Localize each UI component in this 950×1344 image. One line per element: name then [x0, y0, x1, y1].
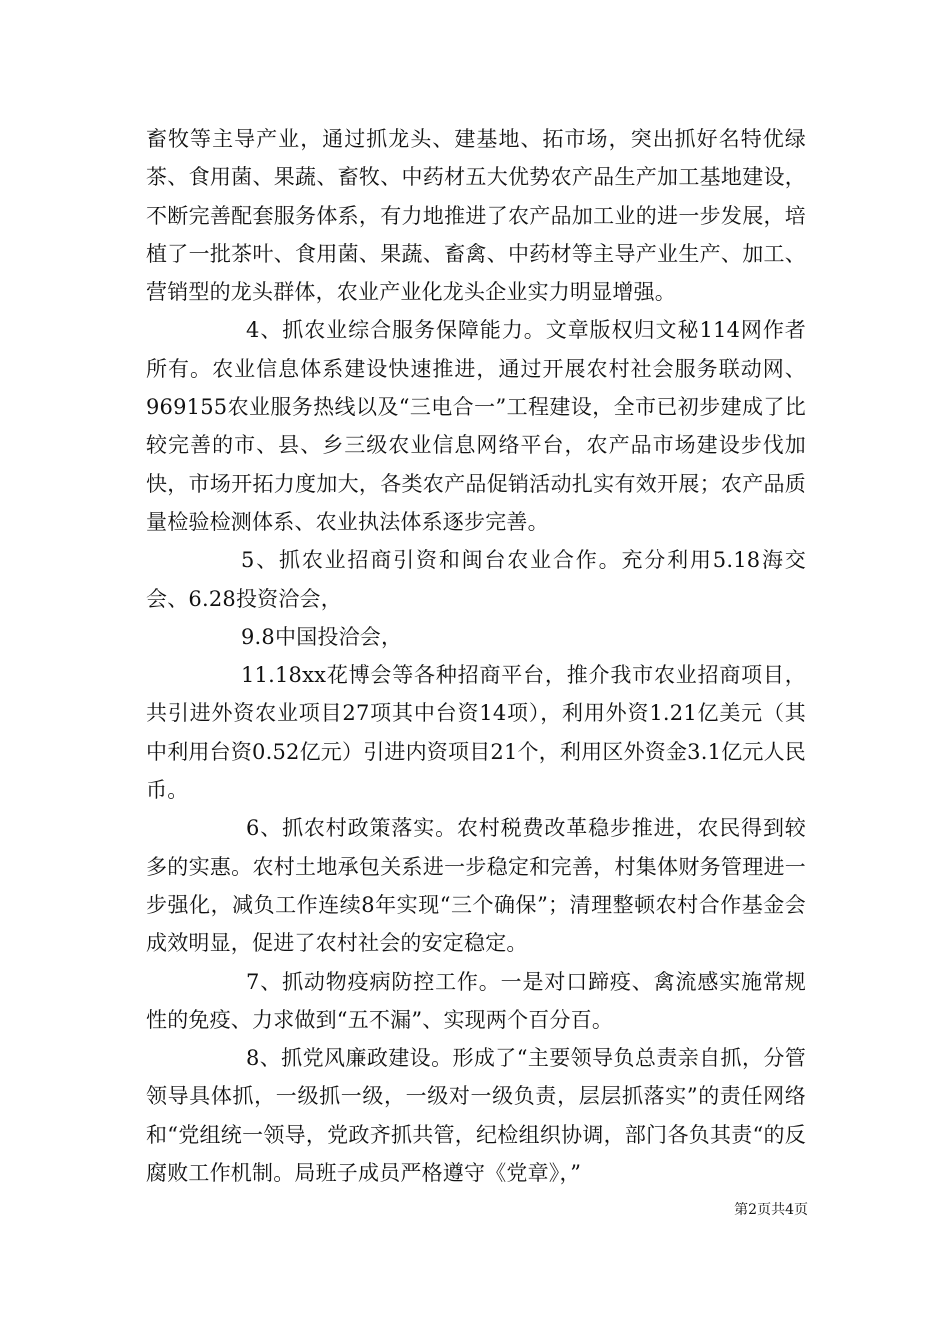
paragraph-item-8: 8、抓党风廉政建设。形成了“主要领导负总责亲自抓，分管领导具体抓，一级抓一级，一级对一级负责，层层抓落实”的责任网络和“党组统一领导，党政齐抓共管，纪检组织协调，部门各负其责“的反腐败工作机制。局班子成员严格遵守《党章》，”	[146, 1046, 806, 1186]
paragraph-item-7: 7、抓动物疫病防控工作。一是对口蹄疫、禽流感实施常规性的免疫、力求做到“五不漏”、实现两个百分百。	[146, 969, 806, 1032]
paragraph-item-5-line-3: 11.18xx花博会等各种招商平台，推介我市农业招商项目，共引进外资农业项目27项其中台资14项），利用外资1.21亿美元（其中利用台资0.52亿元）引进内资项目21个，利用区外资金3.1亿元人民币。	[146, 663, 806, 803]
paragraph-item-5-line-2: 9.8中国投洽会，	[241, 624, 403, 649]
document-body	[146, 120, 806, 1192]
paragraph-item-4: 4、抓农业综合服务保障能力。文章版权归文秘114网作者所有。农业信息体系建设快速推进，通过开展农村社会服务联动网、969155农业服务热线以及“三电合一”工程建设，全市已初步建成了比较完善的市、县、乡三级农业信息网络平台，农产品市场建设步伐加快，市场开拓力度加大，各类农产品促销活动扎实有效开展；农产品质量检验检测体系、农业执法体系逐步完善。	[146, 318, 806, 534]
page-number-footer: 第2页共4页	[734, 1202, 808, 1218]
paragraph-continuation: 畜牧等主导产业，通过抓龙头、建基地、拓市场，突出抓好名特优绿茶、食用菌、果蔬、畜牧、中药材五大优势农产品生产加工基地建设，不断完善配套服务体系，有力地推进了农产品加工业的进一步发展，培植了一批茶叶、食用菌、果蔬、畜禽、中药材等主导产业生产、加工、营销型的龙头群体，农业产业化龙头企业实力明显增强。	[146, 127, 806, 305]
paragraph-item-6: 6、抓农村政策落实。农村税费改革稳步推进，农民得到较多的实惠。农村土地承包关系进一步稳定和完善，村集体财务管理进一步强化，减负工作连续8年实现“三个确保”；清理整顿农村合作基金会成效明显，促进了农村社会的安定稳定。	[146, 816, 806, 956]
paragraph-item-5: 5、抓农业招商引资和闽台农业合作。充分利用5.18海交会、6.28投资洽会，	[146, 548, 806, 611]
